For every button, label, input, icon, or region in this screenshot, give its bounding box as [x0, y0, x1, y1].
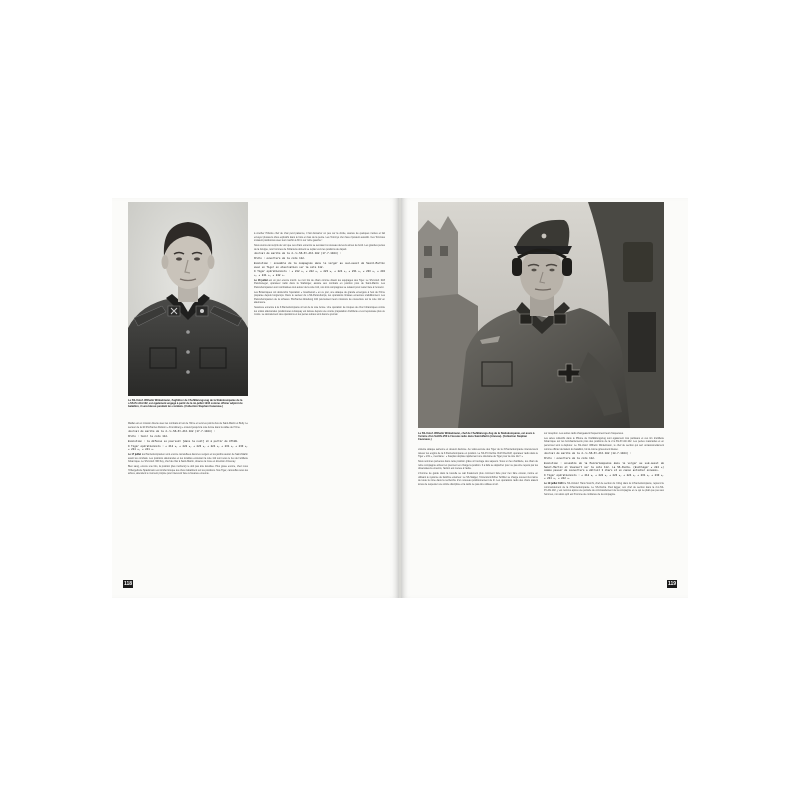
left-col2-paragraph-5: l'avancée ennemie à la 3.Panzerkompanie à l'est de la voie ferrée. Une opération de troupes de choc britanniques contre les unités allemandes positionnées à Esquay est lancée depuis une courte préparation d'artillerie et est repoussée plus ou moins. Le déroulement des opérations et les pertes subies sont dans le journal. — [254, 306, 385, 317]
right-col2-paragraph-3: le SS-Untstuf. Hans Sonnhi, chef de section du II.Zug dans la 1.Panzerkompanie, reprend le commandement de la 3.Panzerkompanie. Le SS-Oscha. Paul Egger, son chef de section dans la 2./s.SS-Pz.Abt.102, y est nommé après une période de commandement de la compagnie et ce qui ne plaît que peu aux hommes, non alors qu'il est l'homme de confiance de la compagnie. — [544, 482, 664, 497]
right-journal-order: Ordre : ouverture de la cote 112. — [544, 457, 596, 461]
left-intro-paragraph: Maillet est en mission directe avec les combats à l'est de l'Orne et vers les points clés de Saint-Martin et Bully. Le secteur de la 10.SS-Panzer-Division « Frundsberg » s'étend jusqu'à la voie ferrée dans la vallée de l'Orne. — [128, 422, 248, 429]
left-journal2-tigers: 9 Tiger opérationnels : « 212 », « 222 », « 223 », « 224 », « 231 », « 233 », « 234 », « 241 », « 242 ». — [254, 270, 385, 277]
right-col1-paragraph-1: violente attaque aérienne et devient décisive. Au vidéo-écoute des Tiger de la 3.Panzerkompanie interviennent rélever les engins de la 3.Panzerkompanie en position. Le SS-Pz.Oschia. Rolf Oberhoff, opérateur radio dans le Tiger « 231 », s'exclame : « Kauplan déploie rapidement une douzaine de Tiger pour la cote 112 ! » — [418, 448, 538, 459]
left-journal2-execution: Exécution : ensemble de la compagnie dans le verger au sud-ouest de Saint-Martin avec un Tiger en observation sur la cote 112. — [254, 261, 385, 269]
right-journal-title: Journal de marche de la 2./s.SS-Pz.Abt.102 (18.7.1944) : — [544, 452, 632, 456]
right-col2-paragraph-2: Les actes collectifs dans le Plitone de l'Aufklärungszug sont également très partisans et ces tirs d'artillerie britannique sur les bombardements près des positions de la 2./s.SS-Pz.Abt.102. Les pertes matérielles et en personnel sont à déplorer. Le SS-Ustuf. Wilhelm Winkelmann, le chef de section qui sert occasionnellement comme officier de liaison du bataillon, fut lui-même grièvement blessé. — [544, 436, 664, 451]
date-heading-19: Le 19 juillet 1944 — [544, 482, 564, 486]
right-column-2 — [544, 432, 664, 588]
date-heading-18: Le 18 juillet — [254, 278, 268, 282]
soldier-radio-image — [418, 202, 664, 428]
left-journal-title: Journal de marche de la 2./s.SS-Pz.Abt.102 (17.7.1944) : — [128, 430, 216, 434]
left-page-number: 118 — [123, 581, 133, 587]
left-col2-paragraph-2: Nous avons été surpris de voir que ces chars ennemis se servaient à nouveau de leurs armes de bord. Les grandes pertes de la Gruppe, nos hommes de l'infanterie doivent se replier vers les positions de départ. — [254, 243, 385, 251]
right-photo-caption: Le SS-Ustuf. Wilhelm Winkelmann, chef de l'Aufklärungs-Zug de la Stabskompanie, est assis à l'arrière d'un Sd.Kfz.250 à l'écoute radio dans Saint-Martin (Annexe). (Collection Stephan Cazenave.) — [418, 432, 535, 442]
right-journal-execution: Exécution : ensemble de la Panzerkompanie dans le verger au sud-ouest de Saint-Martin et Vaucourt sur la cote 112. La SS-Oscha. (Eschläger « 224 ») comme passer de couverture a détruit 3 chars et un canon antichar ennemis. — [544, 461, 664, 473]
left-col2-paragraph-4: Les Britanniques ont déclenché l'opération « Goodwood » en ce jour, une attaque de grande envergure à l'est de l'Orne préparée depuis longtemps. Dans le secteur du s.SS-Panzerkorps, les opérations limitées ennemies s'additionnent. Les Panzerkompanien de la schwere SS-Panzer-Abteilung 102 poursuivent leurs missions de couverture sur la cote 112 en alternance. — [254, 290, 385, 305]
left-photo-caption: Le SS-Ustuf. Wilhelm Winkelmann, Zugführer de l'Aufklärungszug de la Stabskompanie de la s.SS-Pz.Abt.102, est également engagé à partir de la mi-juillet 1944 comme officier adjoint du bataillon, il sera blessé pendant les combats. (Collection Stephan Cazenave.) — [128, 399, 243, 409]
left-column-2 — [254, 232, 385, 586]
left-journal-execution: Exécution : la défense se poursuit [dans la nuit] et à partir de 07h00. — [128, 439, 239, 443]
portrait-image — [128, 202, 248, 396]
left-journal-tigers: 9 Tiger opérationnels : « 212 », « 222 », « 223 », « 224 », « 231 », « 233 », « 234 », « 241 ». — [128, 444, 248, 452]
left-col2-paragraph-3: est un jour encore inscrit. Le mot tiré de chars comme disant les équipages des Tiger. Le SS-Ustuf. Rolf Pancksnegel, opérateur radio dans la Stabstiger, assiste aux combats en position près de Saint-Martin. Les Panzerkompanien sont combattues tout autour de la cote 112, nos trois compagnies se relaient pour rester face à l'ennemi. — [254, 278, 385, 289]
left-journal-order: Ordre : tenir la cote 112. — [128, 435, 169, 439]
right-col1-paragraph-3: L'homme de garde dans la tourelle se sait finalement plus comment faire pour rien faire écouté, même en utilisant le système de fantôme extérieur. Le SS-Stalger, l'Untersturmführer Schiller se charge souvent lui-même de toute la zone dans la recherche d'un nouveau positionnement de tir. Les opérations radio des chars étaient ténus de respecter une stricte discipline et la radio ne pas être utilisée à tort. — [418, 471, 538, 486]
right-page — [401, 198, 688, 598]
left-page — [112, 198, 399, 598]
right-column-1 — [418, 448, 538, 588]
left-journal2-title: Journal de marche de la 2./s.SS-Pz.Abt.102 (17.7.1944) : — [254, 252, 342, 256]
right-page-number: 119 — [667, 581, 677, 587]
right-col1-paragraph-2: Nous sommes parvenus dans cette position grâce à l'ouvrage des sapeurs. Sous un feu d'artillerie, les chars de notre compagnie arrivent et prennent en charge la position. Il a fallu se dépêcher pour ne pas être repéré par les observateurs ennemis, l'action est menée à l'aube. — [418, 459, 538, 471]
left-paragraph-2: les Panzerkompanien sont encore camouflées dans les vergers et les jardins autour de Saint-Martin avant les combats. Les positions allemandes et les localités entourant la cote 112 sont sous le feu de l'artillerie britannique. Le SS-Ustuf. Will Fey, chef de char à Saint-Martin, observe la zone en direction d'Avenay. — [128, 453, 248, 464]
portrait-photo — [128, 202, 248, 396]
right-journal-tigers: 9 Tiger opérationnels : « 212 », « 222 », « 223 », « 224 », « 231 », « 233 », « 234 », « 242 ». — [544, 473, 664, 481]
book-spread — [112, 198, 688, 598]
date-heading-17: Le 17 juillet — [128, 453, 142, 457]
left-column-1 — [128, 422, 248, 587]
left-paragraph-3: Bien sang, encore une fois, la position [des mortiers] ne doit pas être dévoilée. Plus grave encore, chez nous l'Obergefreite Spackmann est tombé lorsque les obus s'abattirent sur les positions. Nos Tiger, camouflés sous les arbres, attendent le moment propice pour intervenir face à l'avance ennemie. — [128, 465, 248, 476]
soldier-radio-photo — [418, 202, 664, 428]
left-journal2-order: Ordre : ouverture de la cote 112. — [254, 257, 306, 261]
right-col2-paragraph-1: sur réception. Les autres radio changeaient fréquemment leurs fréquences. — [544, 432, 624, 435]
left-col2-paragraph-1: à cracher l'hiboire chef de char perd patience, il fait démarrer un peu sur la droite, avance de quelques mètres et fait envoyer plusieurs obus explosifs dans le bois en bas de la pente. Les Tommys d'en face ripostent aussitôt. Ces Tommies s'étaient positionnés avec leur machin à 30 m sur notre gauche ! — [254, 232, 385, 243]
